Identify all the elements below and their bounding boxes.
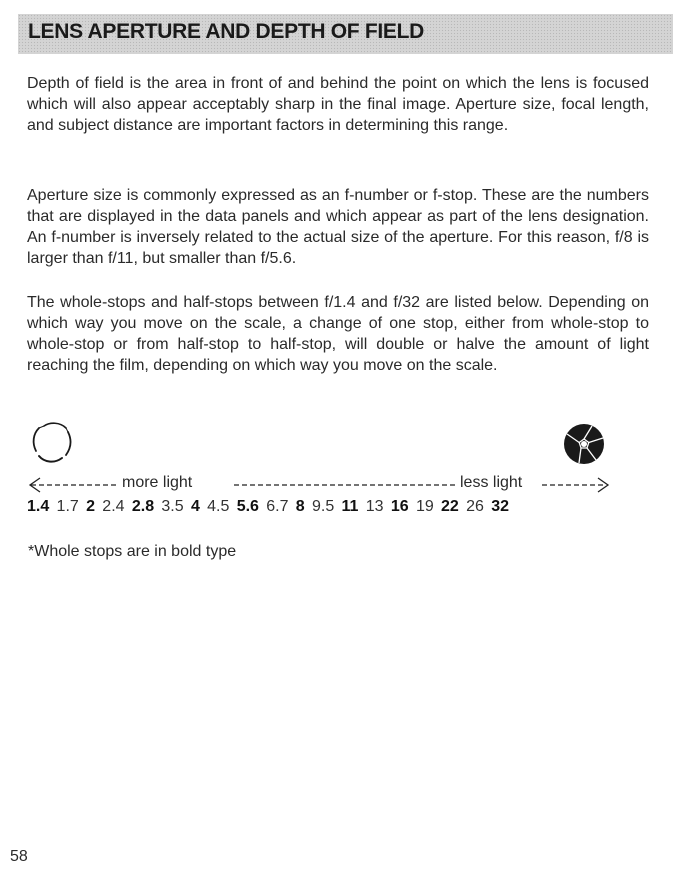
half-stop: 6.7 xyxy=(266,498,289,515)
whole-stop: 11 xyxy=(341,498,359,515)
less-light-label: less light xyxy=(460,474,523,491)
half-stop: 3.5 xyxy=(161,498,184,515)
section-title-bar xyxy=(18,14,673,54)
whole-stop: 4 xyxy=(190,498,200,515)
whole-stop: 8 xyxy=(295,498,305,515)
whole-stop: 22 xyxy=(441,498,459,515)
aperture-wide-open-icon xyxy=(30,418,74,466)
whole-stop: 5.6 xyxy=(236,498,259,515)
half-stop: 2.4 xyxy=(102,498,125,515)
half-stop: 9.5 xyxy=(311,498,335,515)
paragraph-aperture-size: Aperture size is commonly expressed as an f-number or f-stop. These are the numbers that are displayed in the data panels and which appear as part of the lens designation. An f-number is inversely related to the actual size of the aperture. For this reason, f/8 is larger than f/11, but smaller than f/5.6. xyxy=(27,187,649,267)
page-title: LENS APERTURE AND DEPTH OF FIELD xyxy=(28,20,425,43)
whole-stop: 1.4 xyxy=(27,498,50,515)
f-stop-list xyxy=(27,498,516,520)
whole-stop: 2 xyxy=(86,498,95,515)
footnote: *Whole stops are in bold type xyxy=(28,543,237,560)
paragraph-stops: The whole-stops and half-stops between f/1.4 and f/32 are listed below. Depending on which way you move on the scale, a change of one stop, either from whole-stop to whole-stop or from half-stop to half-stop, will double or halve the amount of light reaching the film, depending on which way you move on the scale. xyxy=(27,294,649,374)
half-stop: 1.7 xyxy=(56,498,79,515)
light-scale-arrows xyxy=(28,474,628,494)
aperture-stopped-down-icon xyxy=(562,422,606,466)
whole-stop: 16 xyxy=(390,498,409,515)
half-stop: 4.5 xyxy=(207,498,230,515)
more-light-label: more light xyxy=(122,474,193,491)
half-stop: 19 xyxy=(415,498,434,515)
half-stop: 13 xyxy=(365,498,384,515)
light-scale xyxy=(28,474,628,494)
half-stop: 26 xyxy=(466,498,484,515)
paragraph-depth-of-field: Depth of field is the area in front of and behind the point on which the lens is focused which will also appear acceptably sharp in the final image. Aperture size, focal length, and subject distance are important factors in determining this range. xyxy=(27,75,649,134)
whole-stop: 2.8 xyxy=(131,498,155,515)
page-number: 58 xyxy=(10,848,28,865)
whole-stop: 32 xyxy=(491,498,510,515)
